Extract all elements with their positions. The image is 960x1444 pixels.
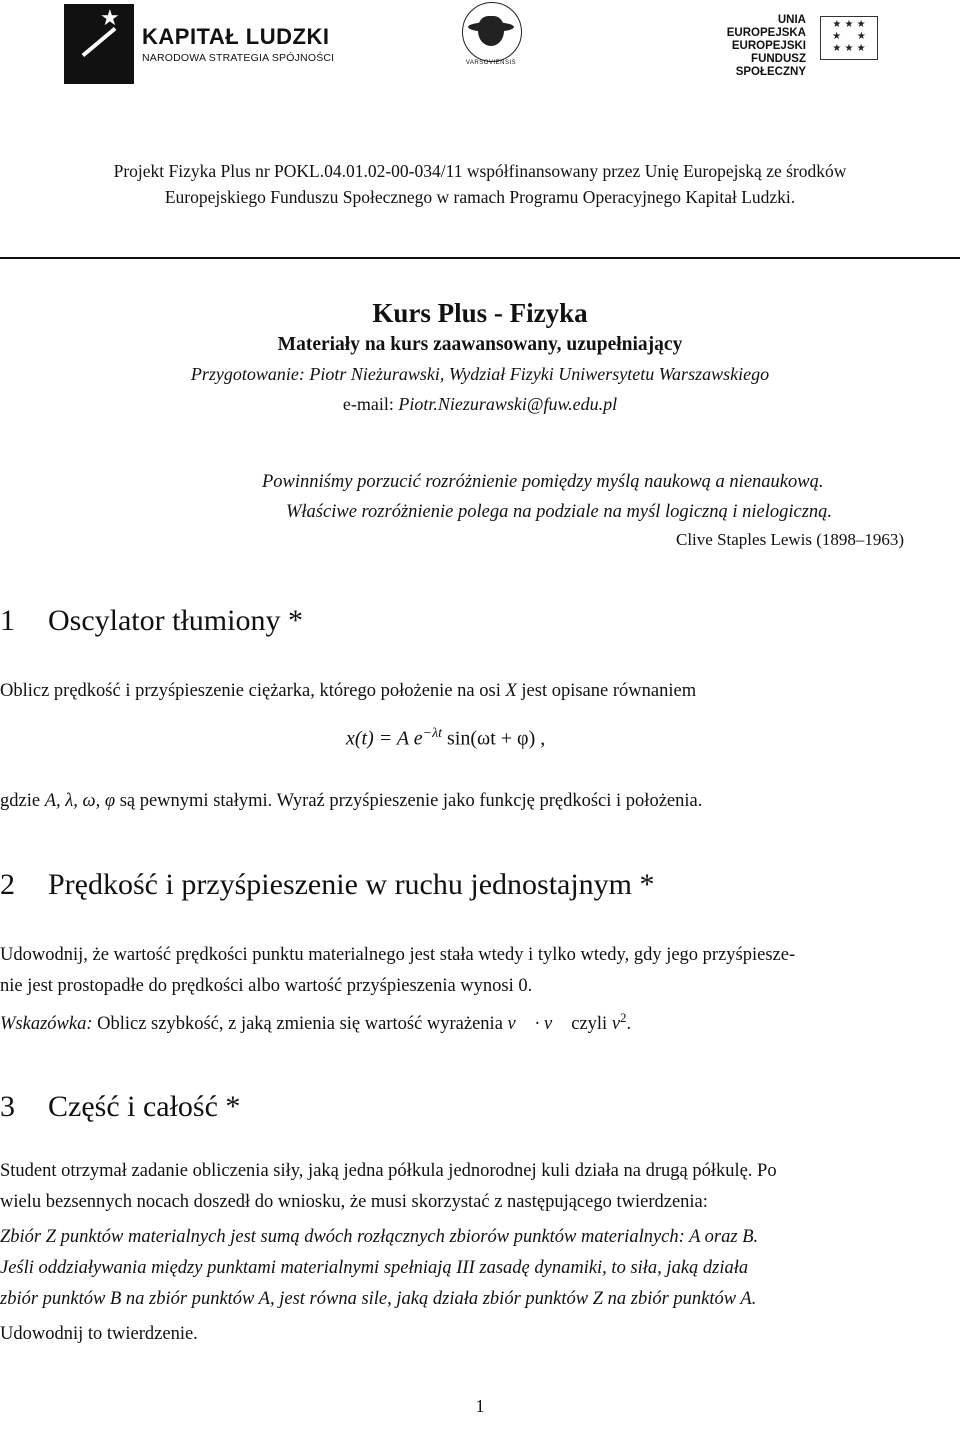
equation-tail: sin(ωt + φ) , [442,727,546,750]
equation-exponent: −λt [422,726,443,741]
document-subtitle: Materiały na kurs zaawansowany, uzupełniający [277,334,683,355]
project-line1: Projekt Fizyka Plus nr POKL.04.01.02-00-034/11 współfinansowany przez Unię Europejską ze środków [113,161,847,181]
kapital-logo-subtitle: NARODOWA STRATEGIA SPÓJNOŚCI [142,52,335,64]
hint-expression: v⃗ · v⃗ [507,1014,567,1035]
section-2-line2-b: . [527,976,533,996]
hint-a: Oblicz szybkość, z jaką zmienia się wartość wyrażenia [92,1014,508,1035]
header-divider [0,257,960,259]
theorem-line2: Jeśli oddziaływania między punktami materialnymi spełniają III zasadę dynamiki, to siła, jaką działa [0,1258,749,1278]
eu-logo-line3: FUNDUSZ SPOŁECZNY [735,53,806,78]
hint-label: Wskazówka: [0,1014,93,1035]
section-1-var-x: X [505,681,517,701]
eu-logo-text [696,14,806,79]
section-3-line1: Student otrzymał zadanie obliczenia siły, jaką jedna półkula jednorodnej kuli działa na drugą półkulę. Po [0,1161,777,1181]
theorem-line1: Zbiór Z punktów materialnych jest sumą dwóch rozłącznych zbiorów punktów materialnych: A oraz B. [0,1227,759,1247]
section-2-zero: 0 [518,976,528,996]
section-1-text1-a: Oblicz prędkość i przyśpieszenie ciężarka, którego położenie na osi [0,681,506,701]
document-title: Kurs Plus - Fizyka [372,298,588,328]
eu-flag-icon [820,16,878,60]
hint-v: v [611,1014,621,1035]
eu-logo-line1: UNIA EUROPEJSKA [726,14,806,39]
section-1-title: Oscylator tłumiony * [48,604,303,637]
quote-author: Clive Staples Lewis (1898–1963) [676,530,905,549]
section-1-heading [0,604,303,638]
university-seal-logo [458,2,524,74]
email-label: e-mail: [342,394,394,414]
kapital-ludzki-logo [64,4,335,84]
section-2-line2 [0,971,954,1002]
hint-c: . [626,1014,632,1035]
email-address[interactable]: Piotr.Niezurawski@fuw.edu.pl [398,394,618,414]
quote-line2: Właściwe rozróżnienie polega na podziale na myśl logiczną i nielogiczną. [286,502,833,522]
section-1-text1 [0,676,954,707]
section-2-title: Prędkość i przyśpieszenie w ruchu jednostajnym * [48,868,655,901]
theorem-line3: zbiór punktów B na zbiór punktów A, jest równa sile, jaką działa zbiór punktów Z na zbiór punktów A. [0,1289,757,1309]
eagle-icon [478,16,504,46]
section-1-text2 [0,786,954,817]
eu-stars-icon: ★ ★ ★ ★ ★ ★ ★ ★ [832,19,866,54]
section-3-closing: Udowodnij to twierdzenie. [0,1324,198,1344]
section-3-line2: wielu bezsennych nocach doszedł do wniosku, że musi skorzystać z następującego twierdzenia: [0,1192,708,1212]
kapital-ludzki-mark-icon [64,4,134,84]
project-info [0,158,960,210]
section-2-heading [0,868,655,902]
section-2-number: 2 [0,868,15,901]
section-1-constants: A, λ, ω, φ [44,791,116,811]
hint-sup: 2 [620,1010,627,1025]
section-3-number: 3 [0,1090,15,1123]
email-line [0,394,960,415]
hint-b: czyli [566,1014,612,1035]
university-seal-label: VARSOVIENSIS [465,60,517,66]
page-number: 1 [475,1396,485,1416]
section-3-body [0,1156,954,1350]
section-2-line2-a: nie jest prostopadłe do prędkości albo wartość przyśpieszenia wynosi [0,976,519,996]
section-2-body [0,940,954,1040]
section-1-text2-a: gdzie [0,791,45,811]
section-1-text1-b: jest opisane równaniem [516,681,697,701]
section-1-text2-b: są pewnymi stałymi. Wyraź przyśpieszenie jako funkcję prędkości i położenia. [115,791,703,811]
section-1-number: 1 [0,604,15,637]
kapital-logo-title: KAPITAŁ LUDZKI [142,24,330,49]
section-2-hint [0,1002,954,1040]
prepared-by: Przygotowanie: Piotr Nieżurawski, Wydział Fizyki Uniwersytetu Warszawskiego [190,364,770,384]
section-3-title: Część i całość * [48,1090,241,1123]
eu-logo [696,14,896,78]
quote-line1: Powinniśmy porzucić rozróżnienie pomiędzy myślą naukową a nienaukową. [262,472,824,492]
equation-main: x(t) = A e [346,727,423,750]
section-3-heading [0,1090,240,1124]
project-line2: Europejskiego Funduszu Społecznego w ramach Programu Operacyjnego Kapitał Ludzki. [164,187,796,207]
eu-logo-line2: EUROPEJSKI [731,40,806,52]
section-2-line1: Udowodnij, że wartość prędkości punktu materialnego jest stała wtedy i tylko wtedy, gdy jego przyśpiesze- [0,945,796,965]
section-1-equation [346,726,545,751]
